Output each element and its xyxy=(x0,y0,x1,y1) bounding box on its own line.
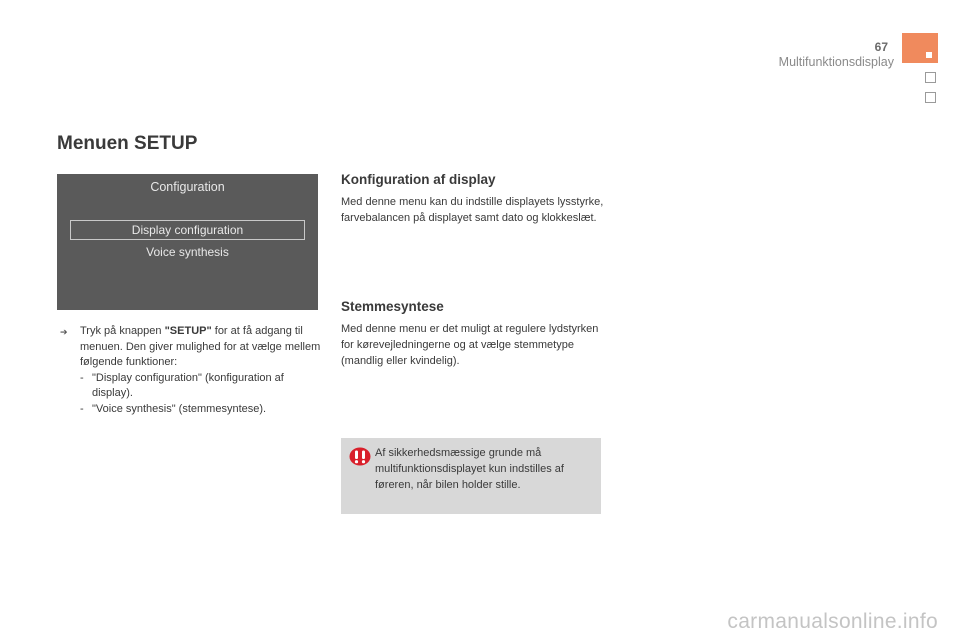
section-name: Multifunktionsdisplay xyxy=(778,55,894,69)
section-heading-display: Konfiguration af display xyxy=(341,172,496,187)
tab-marker xyxy=(926,52,932,58)
display-screenshot xyxy=(57,174,318,310)
pointer-arrow-icon: ➔ xyxy=(60,327,68,337)
instruction-text: Tryk på knappen "SETUP" for at få adgang til menuen. Den giver mulighed for at vælge mellem følgende funktioner: xyxy=(80,325,321,368)
watermark: carmanualsonline.info xyxy=(727,610,938,633)
warning-exclamation-icon xyxy=(349,447,371,466)
option-item: - "Voice synthesis" (stemmesyntese). xyxy=(80,402,267,415)
section-heading-voice: Stemmesyntese xyxy=(341,299,444,314)
page-title: Menuen SETUP xyxy=(57,133,198,154)
section-text-voice: Med denne menu er det muligt at regulere lydstyrken for kørevejledningerne og at vælge stemmetype (mandlig eller kvindelig). xyxy=(341,323,599,367)
instructions xyxy=(60,324,322,417)
section-text-display: Med denne menu kan du indstille displayets lysstyrke, farvebalancen på displayet samt dato og klokkeslæt. xyxy=(341,196,604,224)
setup-key-label: "SETUP" xyxy=(164,325,212,337)
screen-item-voice-synthesis: Voice synthesis xyxy=(146,245,229,259)
warning-text: Af sikkerhedsmæssige grunde må multifunktionsdisplayet kun indstilles af føreren, når bilen holder stille. xyxy=(375,447,564,491)
instruction-step xyxy=(60,324,322,371)
screen-title: Configuration xyxy=(150,180,225,194)
option-item: - "Display configuration" (konfiguration af display). xyxy=(80,371,284,399)
chapter-tab-empty-2 xyxy=(925,92,936,103)
chapter-tab-empty-1 xyxy=(925,72,936,83)
warning-box xyxy=(341,438,601,514)
screen-item-display-configuration: Display configuration xyxy=(70,220,305,240)
chapter-tab xyxy=(902,33,938,63)
page-number: 67 xyxy=(874,40,888,54)
